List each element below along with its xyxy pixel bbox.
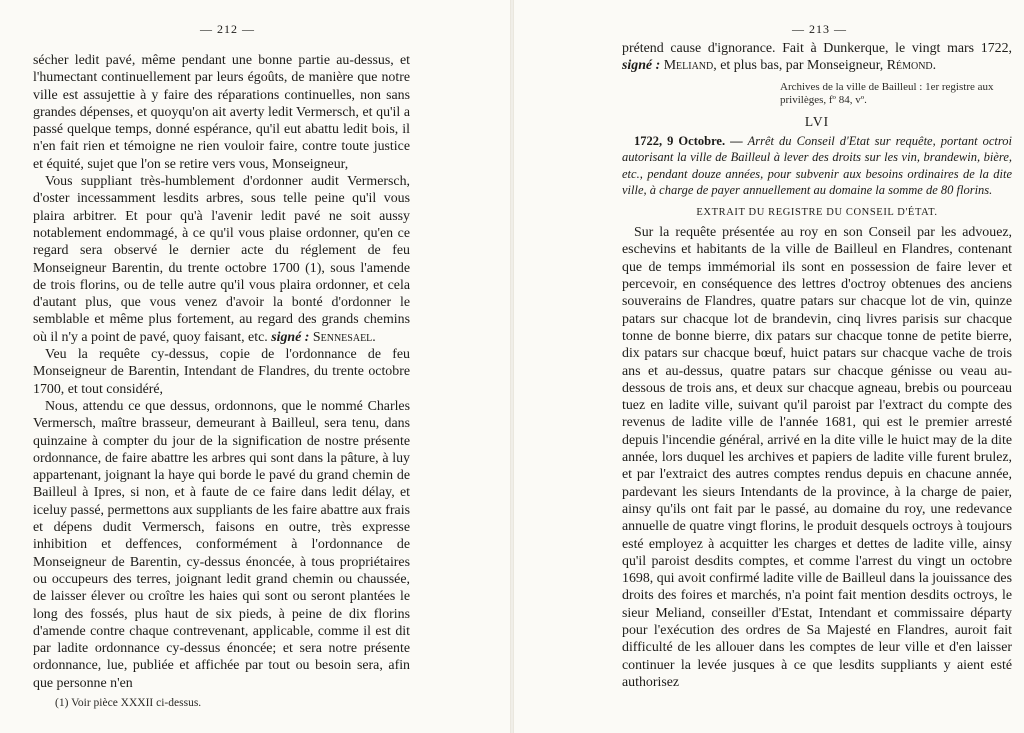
- paragraph: Nous, attendu ce que dessus, ordonnons, que le nommé Charles Vermersch, maître brasseur, demeurant à Bailleul, sera tenu, dans quinzaine à compter du jour de la signification de nostre présente ordonnance, de faire abattre les arbres qui sont dans la pâture, à luy appartenant, joignant la haye qui borde le pavé du grand chemin de Bailleul à Ipres, si non, et à faute de ce faire dans ledit délay, et iceluy passé, permettons aux suppliants de les faire abattre aux frais et dépens dudit Vermersch, faisons en outre, très expresse inhibition et deffences, conformément à l'ordonnance de Monseigneur de Barentin, cy-dessus énoncée, à tous propriétaires ou occupeurs des terres, joignant ledit grand chemin ou chaussée, de laisser élever ou croître les haies qui sont ou seront plantées le long des fossés, plus haut de six pieds, à peine de dix florins d'amende contre chaque contrevenant, applicable, comme il est dit par ladite ordonnance cy-dessus énoncée; et sera notre présente ordonnance, lue, publiée et affichée par tout ou besoin sera, afin que personne n'en: [33, 398, 410, 691]
- signature-name: Sennesael.: [312, 329, 376, 345]
- opening-tail: et plus bas, par Monseigneur,: [720, 58, 884, 74]
- document-summary: [622, 133, 1012, 199]
- extract-title: EXTRAIT DU REGISTRE DU CONSEIL D'ÉTAT.: [696, 206, 938, 218]
- paragraph: Veu la requête cy-dessus, copie de l'ordonnance de feu Monseigneur de Barentin, Intendant de Flandres, du trente octobre 1700, et tout considéré,: [33, 347, 410, 397]
- page-number: — 213 —: [792, 22, 847, 36]
- opening-text: prétend cause d'ignorance. Fait à Dunkerque, le vingt mars 1722,: [622, 41, 1012, 56]
- left-text-block: [33, 52, 410, 692]
- signature-label: signé :: [622, 58, 661, 74]
- signature-name: Meliand,: [663, 58, 717, 74]
- paragraph: sécher ledit pavé, même pendant une bonne partie au-dessus, et l'humectant continuellement par leurs égoûts, de manière que notre ville est assujettie à y faire des réparations continuelles, non sans grandes dépenses, et quoyqu'on ait averty ledit Vermersch, et qu'il a passé quelque temps, donné espérance, qu'il eut abattu ledit bois, il n'en fait rien et témoigne ne rien vouloir faire, contre toute justice et équité, sujet que l'on se retire vers vous, Monseigneur,: [33, 53, 410, 172]
- summary-text: Arrêt du Conseil d'Etat sur requête, portant octroi autorisant la ville de Bailleul à lever des droits sur les vin, brandewin, bière, etc., pendant douze années, pour subvenir aux besoins ordinaires de la dite ville, à charge de payer annuellement au domaine la somme de 80 florins.: [622, 133, 1012, 198]
- body-paragraph: Sur la requête présentée au roy en son Conseil par les advouez, eschevins et habitants de la ville de Bailleul en Flandres, contenant que de temps immémorial ils sont en possession de faire lever et percevoir, en conséquence des lettres d'octroy obtenues des anciens souverains de Flandres, quatre patars sur chacque lot de vin, quinze patars sur chacque lot de brandevin, cinq livres parisis sur chacque tonne de bonne bierre, dix patars sur chacque tonne de petite bierre, dix patars sur chacque bœuf, huict patars sur chacque vache de trois ans et au-dessus, quatre patars sur chacque génisse ou veau au-dessous de trois ans, et deux sur chacque agneau, brebis ou pourceau tuez en ladite ville, suivant qu'il paroist par l'extract du compte des revenus de ladite ville de l'année 1681, qui est le premier arresté depuis l'incendie général, arrivé en la dite ville le huict may de la dite année, lors duquel les archives et papiers de ladite ville furent brulez, et par l'extraict des autres comptes rendus depuis en chacune année, pardevant les sieurs Intendants de la province, à la charge de paier, ainsy qu'ils ont fait par le passé, au domaine du roy, une redevance annuelle de quatre vingt florins, le produit desquels octroys à toujours esté employez à acquitter les charges et dettes de ladite ville, ainsy qu'il paroist desdits comptes, et comme l'arrest du vingt un octobre 1698, qui avoit confirmé ladite ville de Bailleul dans la jouissance des droits des foires et marchés, n'a point fait mention desdits octroys, le sieur Meliand, conseiller d'Estat, Intendant et commissaire départy pour l'exécution des ordres de Sa Majesté en Flandres, auroit fait difficulté de les allouer dans les comptes de leur ville et d'en laisser continuer la levée jusques à ce que lesdits suppliants y aient esté authorisez: [622, 225, 1012, 690]
- section-number: LVI: [804, 113, 830, 129]
- paragraph: [33, 173, 410, 346]
- paragraph-text: Vous suppliant très-humblement d'ordonner audit Vermersch, d'oster incessamment lesdits arbres, sous telle peine qu'il vous plaira arbitrer. Et pour qu'à l'avenir ledit pavé ne soit aussy notablement endommagé, à ce qu'il vous plaise ordonner, qu'en ce regard sera observé le dernier acte du réglement de feu Monseigneur Barentin, du trente octobre 1700 (1), sous l'amende de trois florins, ou de telle autre qu'il vous plaira ordonner, et cela d'autant plus, que vous venez d'avoir la bonté d'ordonner le semblable et même plus fortement, au regard des grands chemins où il n'y a point de pavé, quoy faisant, etc.: [33, 174, 410, 345]
- signature-label: signé :: [271, 329, 310, 345]
- archives-note: Archives de la ville de Bailleul : 1er registre aux privilèges, fº 84, vº.: [780, 80, 994, 107]
- summary-date: 1722, 9 Octobre. —: [634, 133, 743, 148]
- footnote: (1) Voir pièce XXXII ci-dessus.: [55, 697, 202, 709]
- opening-paragraph: [622, 40, 1012, 75]
- page-number: — 212 —: [200, 22, 255, 36]
- right-text-block: [622, 40, 1012, 691]
- secretary-name: Rémond.: [886, 58, 937, 74]
- left-page: [0, 0, 510, 733]
- right-page: [514, 0, 1024, 733]
